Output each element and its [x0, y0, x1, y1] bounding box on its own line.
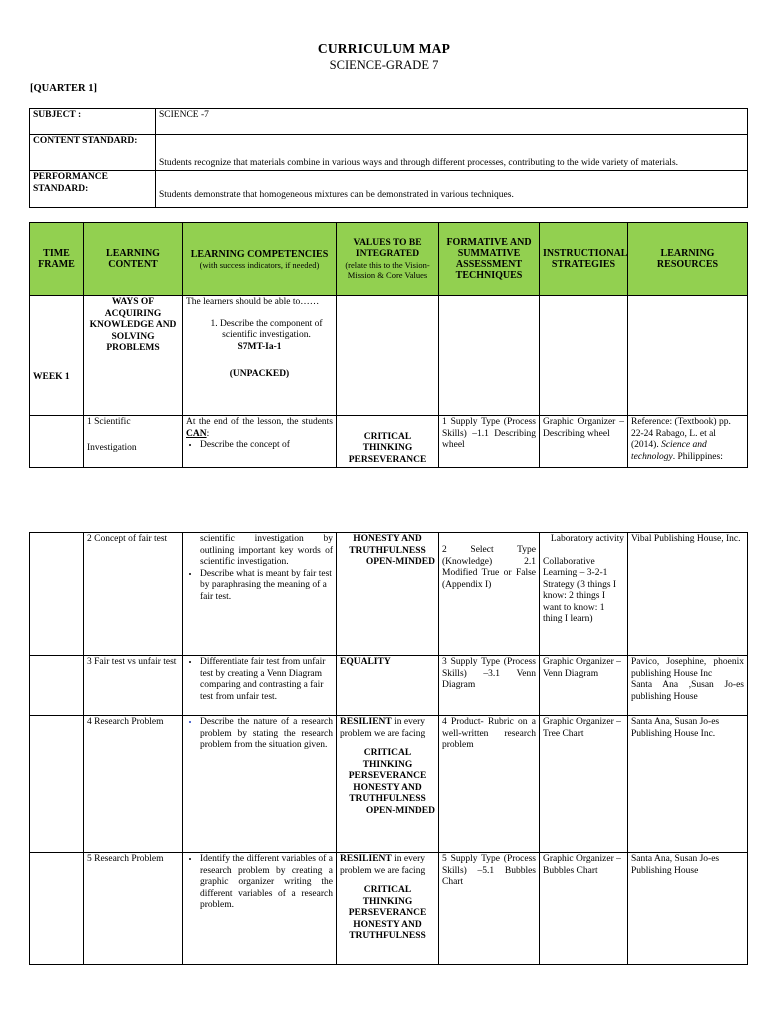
- assessment-cell: 1 Supply Type (Process Skills) –1.1 Describing wheel: [439, 416, 540, 468]
- col-resources: LEARNING RESOURCES: [628, 223, 748, 296]
- competency-cell: • Describe the nature of a research problem by stating the research problem from the situation given.: [183, 716, 337, 853]
- assessment-cell: 4 Product- Rubric on a well-written research problem: [439, 716, 540, 853]
- content-cell: 2 Concept of fair test: [84, 533, 183, 656]
- values-cell: EQUALITY: [337, 656, 439, 716]
- strategy-cell: Graphic Organizer – Bubbles Chart: [540, 853, 628, 965]
- content-cell: 4 Research Problem: [84, 716, 183, 853]
- subject-label: SUBJECT :: [30, 109, 156, 135]
- competency-cell: scientific investigation by outlining important key words of scientific investigation. • Describe what is meant by fair test by paraphrasing the meaning of a fair test.: [183, 533, 337, 656]
- content-cell: 1 Scientific Investigation: [84, 416, 183, 468]
- document-title: CURRICULUM MAP: [317, 41, 451, 56]
- content-cell: 3 Fair test vs unfair test: [84, 656, 183, 716]
- strategy-cell: Graphic Organizer – Describing wheel: [540, 416, 628, 468]
- content-cell: 5 Research Problem: [84, 853, 183, 965]
- table-row: [30, 853, 748, 965]
- quarter-label: [QUARTER 1]: [30, 83, 98, 94]
- table-row: [30, 716, 748, 853]
- table-row: [30, 296, 748, 416]
- col-time-frame: TIME FRAME: [30, 223, 84, 296]
- performance-standard-label: PERFORMANCE STANDARD:: [30, 171, 156, 208]
- table-row: [30, 656, 748, 716]
- curriculum-table-part-1: [29, 222, 748, 468]
- resources-cell: Pavico, Josephine, phoenix publishing House Inc Santa Ana ,Susan Jo-es publishing House: [628, 656, 748, 716]
- col-competencies: LEARNING COMPETENCIES (with success indicators, if needed): [183, 223, 337, 296]
- col-values: VALUES TO BE INTEGRATED (relate this to the Vision-Mission & Core Values: [337, 223, 439, 296]
- strategy-cell: Graphic Organizer – Venn Diagram: [540, 656, 628, 716]
- resources-cell: Santa Ana, Susan Jo-es Publishing House: [628, 853, 748, 965]
- col-assessment: FORMATIVE AND SUMMATIVE ASSESSMENT TECHNIQUES: [439, 223, 540, 296]
- topic-heading: WAYS OF ACQUIRING KNOWLEDGE AND SOLVING PROBLEMS: [84, 296, 183, 416]
- resources-cell: Vibal Publishing House, Inc.: [628, 533, 748, 656]
- curriculum-table-part-2: [29, 532, 748, 965]
- assessment-cell: 5 Supply Type (Process Skills) –5.1 Bubbles Chart: [439, 853, 540, 965]
- standards-table: [29, 108, 748, 208]
- competency-cell: • Identify the different variables of a research problem by creating a graphic organizer writing the different variables of a research problem.: [183, 853, 337, 965]
- performance-standard-value: Students demonstrate that homogeneous mixtures can be demonstrated in various techniques.: [156, 171, 748, 208]
- resources-cell: Reference: (Textbook) pp. 22-24 Rabago, L. et al (2014). Science and technology. Philippines:: [628, 416, 748, 468]
- col-learning-content: LEARNING CONTENT: [84, 223, 183, 296]
- competency-cell: The learners should be able to…… 1. Describe the component of scientific investigation. S7MT-Ia-1 (UNPACKED): [183, 296, 337, 416]
- competency-cell: At the end of the lesson, the students CAN: • Describe the concept of: [183, 416, 337, 468]
- content-standard-label: CONTENT STANDARD:: [30, 135, 156, 171]
- resources-cell: Santa Ana, Susan Jo-es Publishing House Inc.: [628, 716, 748, 853]
- document-subtitle: SCIENCE-GRADE 7: [329, 58, 439, 72]
- col-strategies: INSTRUCTIONAL STRATEGIES: [540, 223, 628, 296]
- values-cell: RESILIENT in every problem we are facing CRITICAL THINKING PERSEVERANCE HONESTY AND TRUTHFULNESS OPEN-MINDED: [337, 716, 439, 853]
- week-label: WEEK 1: [30, 296, 84, 416]
- values-cell: RESILIENT in every problem we are facing CRITICAL THINKING PERSEVERANCE HONESTY AND TRUTHFULNESS: [337, 853, 439, 965]
- strategy-cell: Graphic Organizer – Tree Chart: [540, 716, 628, 853]
- competency-cell: • Differentiate fair test from unfair test by creating a Venn Diagram comparing and contrasting a fair test from unfair test.: [183, 656, 337, 716]
- table-row: [30, 533, 748, 656]
- assessment-cell: 2 Select Type (Knowledge) 2.1 Modified True or False (Appendix I): [439, 533, 540, 656]
- strategy-cell: Laboratory activity Collaborative Learning – 3-2-1 Strategy (3 things I know: 2 things I want to know: 1 thing I learn): [540, 533, 628, 656]
- content-standard-value: Students recognize that materials combine in various ways and through different processes, contributing to the wide variety of materials.: [156, 135, 748, 171]
- table-row: [30, 416, 748, 468]
- subject-value: SCIENCE -7: [156, 109, 748, 135]
- values-cell: HONESTY AND TRUTHFULNESS OPEN-MINDED: [337, 533, 439, 656]
- assessment-cell: 3 Supply Type (Process Skills) –3.1 Venn Diagram: [439, 656, 540, 716]
- values-cell: CRITICAL THINKING PERSEVERANCE: [337, 416, 439, 468]
